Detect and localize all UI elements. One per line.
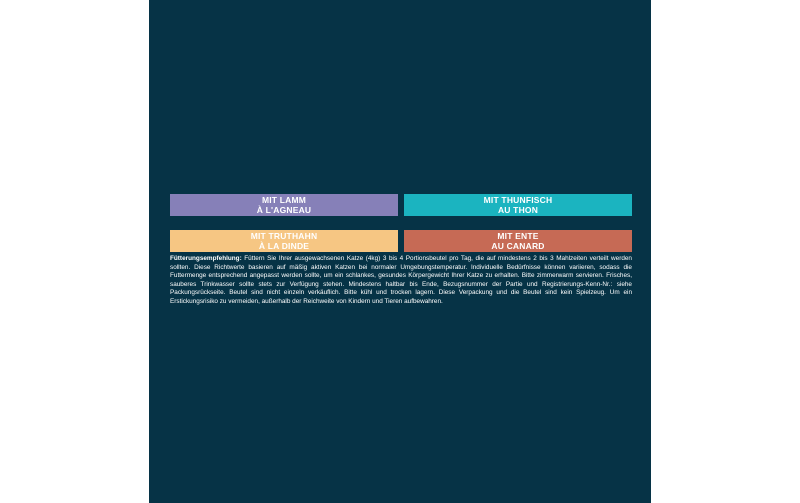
flavor-name-fr: À L'AGNEAU	[256, 205, 312, 215]
feeding-text: Füttern Sie Ihrer ausgewachsenen Katze (4kg) 3 bis 4 Portionsbeutel pro Tag, die auf mindestens 2 bis 3 Mahlzeiten verteilt werden sollten. Diese Richtwerte basieren auf mäßig aktiven Katzen bei normaler Umgebungstemperatur. Individuelle Bedürfnisse können variieren, sodass die Futtermenge entsprechend angepasst werden sollte, um ein schlankes, gesundes Körpergewicht Ihrer Katze zu erhalten. Bitte zimmerwarm servieren. Frisches, sauberes Trinkwasser sollte stets zur Verfügung stehen. Mindestens haltbar bis Ende, Bezugsnummer der Partie und Registrierungs-Kenn-Nr.: siehe Packungsrückseite. Beutel sind nicht einzeln verkäuflich. Bitte kühl und trocken lagern. Diese Verpackung und die Beutel sind kein Spielzeug. Um ein Erstickungsrisiko zu vermeiden, außerhalb der Reichweite von Kindern und Tieren aufbewahren.	[170, 255, 632, 305]
flavor-label-truthahn	[170, 230, 398, 252]
flavor-name-de: MIT TRUTHAHN	[250, 231, 318, 241]
flavor-name-de: MIT ENTE	[497, 231, 539, 241]
flavor-label-thunfisch	[404, 194, 632, 216]
flavor-name-fr: AU THON	[497, 205, 539, 215]
flavor-label-lamm	[170, 194, 398, 216]
feeding-label: Fütterungsempfehlung:	[170, 255, 242, 262]
flavor-name-de: MIT THUNFISCH	[483, 195, 553, 205]
flavor-name-fr: À LA DINDE	[258, 241, 310, 251]
product-panel	[149, 0, 651, 503]
flavor-name-fr: AU CANARD	[491, 241, 545, 251]
flavor-name-de: MIT LAMM	[261, 195, 307, 205]
feeding-recommendation	[170, 255, 632, 307]
flavor-label-ente	[404, 230, 632, 252]
